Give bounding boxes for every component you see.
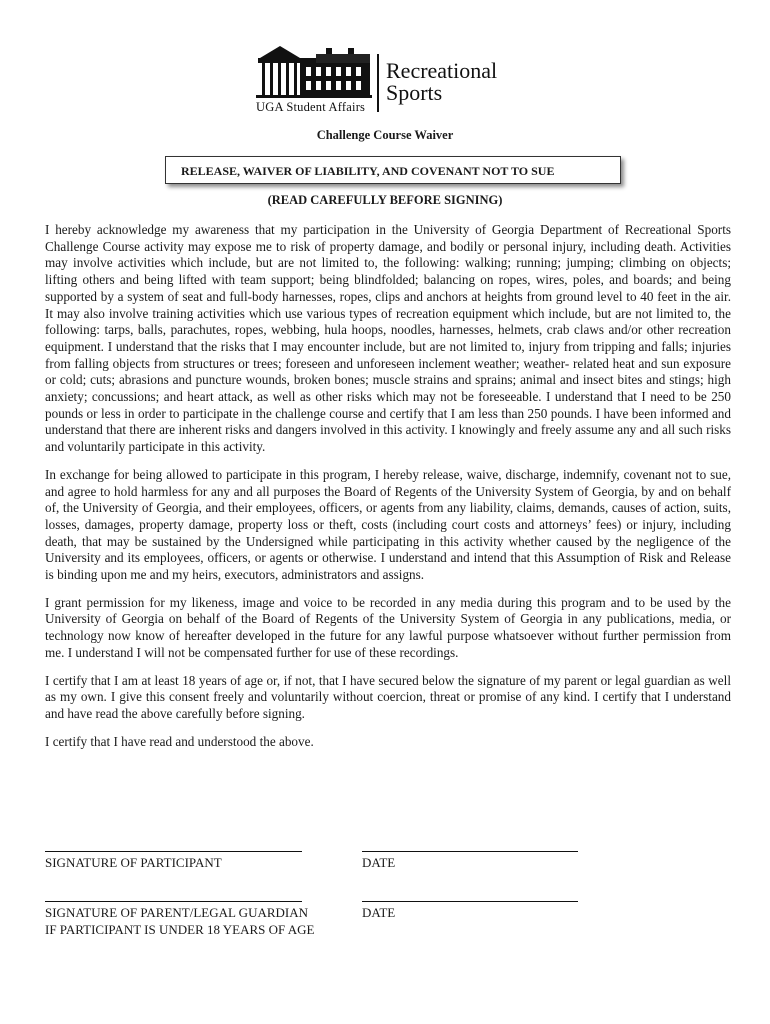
brand-line-2: Sports (386, 80, 443, 105)
participant-signature-label: SIGNATURE OF PARTICIPANT (45, 855, 222, 870)
guardian-label-line-2: IF PARTICIPANT IS UNDER 18 YEARS OF AGE (45, 922, 315, 937)
read-carefully-instruction: (READ CAREFULLY BEFORE SIGNING) (267, 193, 503, 207)
waiver-body (45, 222, 731, 761)
brand-name (386, 60, 497, 104)
paragraph-media-permission: I grant permission for my likeness, image and voice to be recorded in any media during this program and to be used by the University of Georgia on behalf of the Board of Regents of the University System of Georgia in any publications, media, or technology now know of hereafter developed in the future for any lawful purpose whatsoever without further permission from me. I understand I will not be compensated further for use of these recordings. (45, 594, 731, 660)
participant-date-line[interactable] (362, 851, 578, 852)
guardian-label-line-1: SIGNATURE OF PARENT/LEGAL GUARDIAN (45, 905, 309, 920)
paragraph-read-understood: I certify that I have read and understood the above. (45, 733, 314, 749)
recreational-sports-logo (256, 44, 526, 120)
paragraph-release: In exchange for being allowed to participate in this program, I hereby release, waive, discharge, indemnify, covenant not to sue, and agree to hold harmless for any and all purposes the Board of Regents of the University System of Georgia, by and on behalf of, the University of Georgia, and their employees, officers, or agents from any liability, claims, demands, causes of action, suits, losses, damages, property damage, property loss or theft, costs (including court costs and attorneys’ fees) or injury, including death, that may be sustained by the Undersigned while participating in this activity whether caused by the negligence of the University and its employees, officers, or agents or otherwise. I understand and intend that this Assumption of Risk and Release is binding upon me and my heirs, executors, administrators and assigns. (45, 466, 731, 583)
document-title: Challenge Course Waiver (316, 128, 454, 142)
guardian-signature-label (45, 904, 315, 938)
paragraph-risk-acknowledgement: I hereby acknowledge my awareness that my participation in the University of Georgia Department of Recreational Sports Challenge Course activity may expose me to risk of property damage, and bodily or personal injury, including death. Activities may involve activities which include, but are not limited to, the following: walking; running; jumping; climbing on objects; lifting others and being lifted with team support; being blindfolded; balancing on ropes, wires, poles, and boards; and being supported by a system of seat and full-body harnesses, ropes, clips and anchors at heights from ground level to 40 feet in the air. It may also involve training activities which use various types of recreation equipment which include, but are not limited to, the following: tarps, balls, parachutes, ropes, webbing, hula hoops, noodles, harnesses, helmets, crab claws and/or other recreation equipment. I understand that the risks that I may encounter include, but are not limited to, injury from tripping and falls; injuries from falling objects from structures or trees; foreseen and unforeseen inclement weather; weather- related heat and sun exposure or cold; cuts; abrasions and puncture wounds, broken bones; muscle strains and sprains; animal and insect bites and stings; high anxiety; concussions; and heart attack, as well as other risks which may not be foreseeable. I understand that I need to be 250 pounds or less in order to participate in the challenge course and certify that I am less than 250 pounds. I have been informed and understand that there are inherent risks and dangers involved in this activity. I knowingly and freely assume any and all such risks and voluntarily participate in this activity. (45, 222, 731, 455)
guardian-date-label: DATE (362, 905, 396, 920)
logo-divider (377, 54, 379, 112)
guardian-date-line[interactable] (362, 901, 578, 902)
guardian-signature-line[interactable] (45, 901, 302, 902)
brand-line-1: Recreational (386, 58, 498, 83)
paragraph-age-certification: I certify that I am at least 18 years of age or, if not, that I have secured below the signature of my parent or legal guardian as well as my own. I give this consent freely and voluntarily without coercion, threat or promise of any kind. I certify that I understand and have read the above carefully before signing. (45, 672, 731, 721)
participant-date-label: DATE (362, 855, 396, 870)
release-heading: RELEASE, WAIVER OF LIABILITY, AND COVENANT NOT TO SUE (181, 164, 555, 178)
department-name: UGA Student Affairs (256, 100, 366, 114)
building-icon (256, 44, 376, 102)
participant-signature-line[interactable] (45, 851, 302, 852)
release-heading-box (165, 156, 621, 184)
